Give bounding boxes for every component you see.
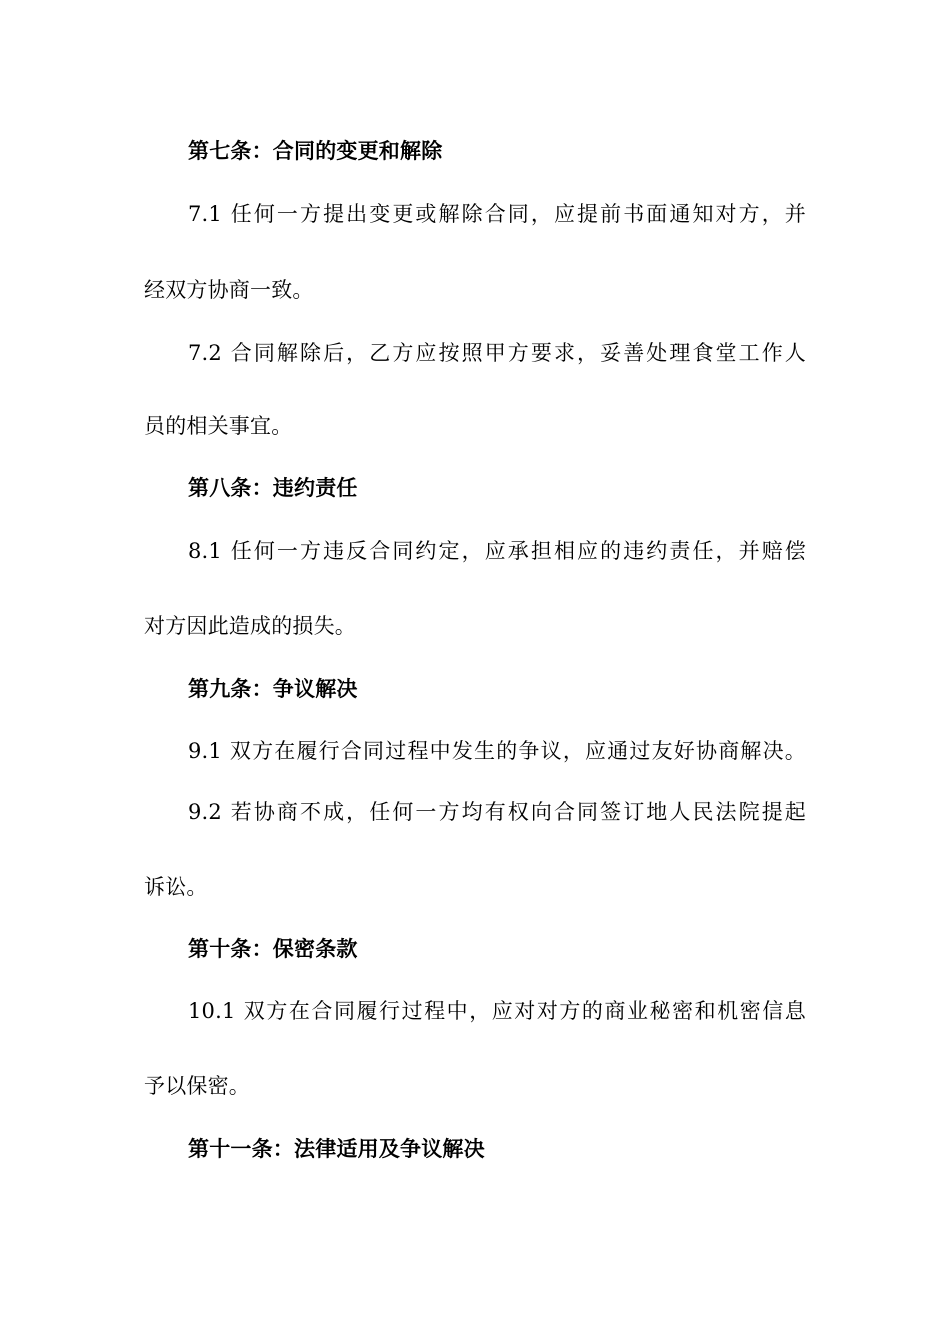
paragraph-line: 予以保密。 (144, 1074, 250, 1098)
section-heading: 第七条：合同的变更和解除 (188, 139, 443, 163)
section-heading: 第十一条：法律适用及争议解决 (188, 1137, 485, 1161)
paragraph-line: 9.1 双方在履行合同过程中发生的争议，应通过友好协商解决。 (188, 739, 806, 763)
paragraph-line: 员的相关事宜。 (144, 414, 293, 438)
paragraph-line: 对方因此造成的损失。 (144, 614, 356, 638)
paragraph-line: 10.1 双方在合同履行过程中，应对对方的商业秘密和机密信息 (188, 999, 806, 1023)
section-heading: 第九条：争议解决 (188, 677, 358, 701)
paragraph-line: 7.1 任何一方提出变更或解除合同，应提前书面通知对方，并 (188, 202, 806, 226)
section-heading: 第八条：违约责任 (188, 476, 358, 500)
paragraph-line: 经双方协商一致。 (144, 278, 314, 302)
paragraph-line: 9.2 若协商不成，任何一方均有权向合同签订地人民法院提起 (188, 800, 806, 824)
section-heading: 第十条：保密条款 (188, 937, 358, 961)
paragraph-line: 诉讼。 (144, 875, 208, 899)
paragraph-line: 8.1 任何一方违反合同约定，应承担相应的违约责任，并赔偿 (188, 539, 806, 563)
paragraph-line: 7.2 合同解除后，乙方应按照甲方要求，妥善处理食堂工作人 (188, 341, 806, 365)
